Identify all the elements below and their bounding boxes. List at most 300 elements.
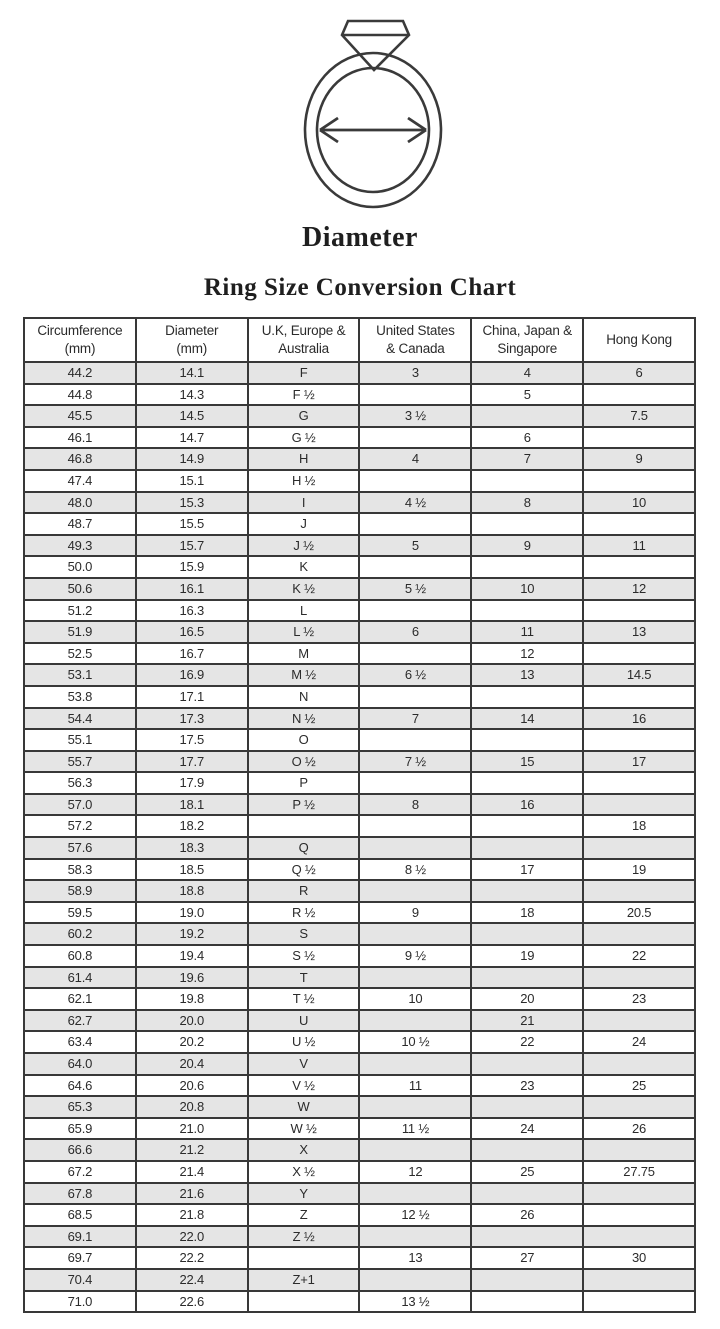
cell: 22 — [583, 945, 695, 967]
cell: 15.3 — [136, 492, 248, 514]
cell — [359, 384, 471, 406]
cell: 19.8 — [136, 988, 248, 1010]
cell: U ½ — [248, 1031, 360, 1053]
table-row — [24, 967, 695, 989]
cell: 7 — [471, 448, 583, 470]
cell: 15.1 — [136, 470, 248, 492]
cell — [583, 729, 695, 751]
table-row — [24, 1183, 695, 1205]
cell — [471, 772, 583, 794]
cell: 30 — [583, 1247, 695, 1269]
table-row — [24, 578, 695, 600]
cell: 19.0 — [136, 902, 248, 924]
cell: 9 — [583, 448, 695, 470]
table-row — [24, 1161, 695, 1183]
table-row — [24, 772, 695, 794]
cell — [583, 880, 695, 902]
table-row — [24, 1053, 695, 1075]
cell: 18.3 — [136, 837, 248, 859]
table-row — [24, 794, 695, 816]
table-header — [24, 318, 695, 362]
cell — [359, 556, 471, 578]
cell: 48.7 — [24, 513, 136, 535]
ring-with-diamond-and-diameter-arrow-icon — [288, 8, 458, 213]
cell: 45.5 — [24, 405, 136, 427]
cell: 20.5 — [583, 902, 695, 924]
ring-size-conversion-table — [23, 317, 696, 1313]
cell — [359, 1096, 471, 1118]
table-row — [24, 405, 695, 427]
cell: 13 — [471, 664, 583, 686]
cell: 57.2 — [24, 815, 136, 837]
cell: W ½ — [248, 1118, 360, 1140]
cell: 69.7 — [24, 1247, 136, 1269]
cell: 8 — [359, 794, 471, 816]
cell: 23 — [583, 988, 695, 1010]
table-row — [24, 751, 695, 773]
column-header: Diameter (mm) — [136, 318, 248, 362]
cell: 52.5 — [24, 643, 136, 665]
cell: 10 — [471, 578, 583, 600]
cell: 61.4 — [24, 967, 136, 989]
cell: 65.3 — [24, 1096, 136, 1118]
cell: 18 — [583, 815, 695, 837]
cell: 12 — [359, 1161, 471, 1183]
cell: 21.4 — [136, 1161, 248, 1183]
cell: 56.3 — [24, 772, 136, 794]
cell: 60.8 — [24, 945, 136, 967]
cell — [359, 729, 471, 751]
cell — [471, 967, 583, 989]
cell: Z ½ — [248, 1226, 360, 1248]
cell: K ½ — [248, 578, 360, 600]
cell: 53.1 — [24, 664, 136, 686]
cell: 18.5 — [136, 859, 248, 881]
cell — [583, 600, 695, 622]
cell: 19.6 — [136, 967, 248, 989]
cell: 24 — [471, 1118, 583, 1140]
cell: 62.7 — [24, 1010, 136, 1032]
cell: 14.5 — [583, 664, 695, 686]
table-row — [24, 664, 695, 686]
cell: 20.2 — [136, 1031, 248, 1053]
cell — [359, 1269, 471, 1291]
cell: 71.0 — [24, 1291, 136, 1313]
cell: 9 — [359, 902, 471, 924]
cell: 22.6 — [136, 1291, 248, 1313]
cell: S ½ — [248, 945, 360, 967]
cell — [359, 427, 471, 449]
table-row — [24, 621, 695, 643]
cell: 21.0 — [136, 1118, 248, 1140]
cell — [583, 513, 695, 535]
cell: 18.1 — [136, 794, 248, 816]
column-header: U.K, Europe & Australia — [248, 318, 360, 362]
cell: 13 ½ — [359, 1291, 471, 1313]
cell — [583, 556, 695, 578]
cell: 20.8 — [136, 1096, 248, 1118]
cell — [583, 1183, 695, 1205]
cell — [471, 923, 583, 945]
cell — [471, 1053, 583, 1075]
page-title: Ring Size Conversion Chart — [203, 274, 517, 301]
cell — [359, 686, 471, 708]
cell — [471, 815, 583, 837]
cell: 11 — [583, 535, 695, 557]
table-row — [24, 556, 695, 578]
cell: 10 — [359, 988, 471, 1010]
cell: Z+1 — [248, 1269, 360, 1291]
cell: 3 — [359, 362, 471, 384]
cell: 17.5 — [136, 729, 248, 751]
cell: 22.2 — [136, 1247, 248, 1269]
cell: M ½ — [248, 664, 360, 686]
table-body — [24, 362, 695, 1312]
figure-caption-diameter: Diameter — [302, 222, 418, 253]
cell — [583, 643, 695, 665]
cell: Q — [248, 837, 360, 859]
cell: 11 — [471, 621, 583, 643]
cell — [583, 1053, 695, 1075]
cell: 68.5 — [24, 1204, 136, 1226]
cell: 10 — [583, 492, 695, 514]
cell: P — [248, 772, 360, 794]
table-row — [24, 513, 695, 535]
cell: 7 — [359, 708, 471, 730]
table-row — [24, 427, 695, 449]
cell: 60.2 — [24, 923, 136, 945]
cell: 7 ½ — [359, 751, 471, 773]
cell: 21.6 — [136, 1183, 248, 1205]
cell: 14.1 — [136, 362, 248, 384]
cell: U — [248, 1010, 360, 1032]
cell: 25 — [583, 1075, 695, 1097]
cell: 62.1 — [24, 988, 136, 1010]
cell — [359, 1053, 471, 1075]
cell — [359, 1139, 471, 1161]
cell: 69.1 — [24, 1226, 136, 1248]
cell: 54.4 — [24, 708, 136, 730]
cell: 5 ½ — [359, 578, 471, 600]
cell: 17.3 — [136, 708, 248, 730]
cell — [583, 1204, 695, 1226]
table-row — [24, 902, 695, 924]
table-row — [24, 859, 695, 881]
cell: Y — [248, 1183, 360, 1205]
cell — [471, 837, 583, 859]
cell: 46.1 — [24, 427, 136, 449]
cell: 15.7 — [136, 535, 248, 557]
cell: 19 — [471, 945, 583, 967]
table-row — [24, 923, 695, 945]
cell: 11 — [359, 1075, 471, 1097]
cell: 21.8 — [136, 1204, 248, 1226]
cell: 12 ½ — [359, 1204, 471, 1226]
cell: N — [248, 686, 360, 708]
cell: 17.1 — [136, 686, 248, 708]
cell: O ½ — [248, 751, 360, 773]
cell: 55.7 — [24, 751, 136, 773]
cell: 16.5 — [136, 621, 248, 643]
cell: 15.9 — [136, 556, 248, 578]
cell: 51.9 — [24, 621, 136, 643]
cell — [359, 1010, 471, 1032]
table-row — [24, 815, 695, 837]
cell — [359, 513, 471, 535]
cell: 6 ½ — [359, 664, 471, 686]
table-row — [24, 1247, 695, 1269]
cell: 67.8 — [24, 1183, 136, 1205]
cell: 17 — [471, 859, 583, 881]
cell: 26 — [583, 1118, 695, 1140]
cell: 14.7 — [136, 427, 248, 449]
cell: 27.75 — [583, 1161, 695, 1183]
cell: 22 — [471, 1031, 583, 1053]
cell — [471, 470, 583, 492]
cell: 7.5 — [583, 405, 695, 427]
cell — [359, 470, 471, 492]
cell: O — [248, 729, 360, 751]
cell — [583, 794, 695, 816]
cell: 14.3 — [136, 384, 248, 406]
cell: 55.1 — [24, 729, 136, 751]
cell — [583, 427, 695, 449]
cell: 50.0 — [24, 556, 136, 578]
cell: 4 — [471, 362, 583, 384]
table-row — [24, 384, 695, 406]
table-row — [24, 448, 695, 470]
cell — [583, 1010, 695, 1032]
column-header: United States & Canada — [359, 318, 471, 362]
cell — [471, 1183, 583, 1205]
cell: M — [248, 643, 360, 665]
cell: 47.4 — [24, 470, 136, 492]
cell — [471, 1291, 583, 1313]
cell: 25 — [471, 1161, 583, 1183]
cell — [471, 600, 583, 622]
cell: 12 — [583, 578, 695, 600]
cell: 26 — [471, 1204, 583, 1226]
cell: Q ½ — [248, 859, 360, 881]
cell: L — [248, 600, 360, 622]
cell: 12 — [471, 643, 583, 665]
cell: 16.9 — [136, 664, 248, 686]
cell: F — [248, 362, 360, 384]
cell: X ½ — [248, 1161, 360, 1183]
cell: 3 ½ — [359, 405, 471, 427]
cell: 4 ½ — [359, 492, 471, 514]
cell: 50.6 — [24, 578, 136, 600]
cell: 17.9 — [136, 772, 248, 794]
table-row — [24, 492, 695, 514]
cell — [359, 837, 471, 859]
cell — [583, 1226, 695, 1248]
cell: 8 ½ — [359, 859, 471, 881]
cell — [471, 729, 583, 751]
table-row — [24, 729, 695, 751]
cell: 13 — [359, 1247, 471, 1269]
cell: V — [248, 1053, 360, 1075]
cell: 13 — [583, 621, 695, 643]
table-row — [24, 1096, 695, 1118]
cell: 14.5 — [136, 405, 248, 427]
cell: 16.3 — [136, 600, 248, 622]
cell: 18.2 — [136, 815, 248, 837]
cell — [248, 1247, 360, 1269]
cell: 9 — [471, 535, 583, 557]
cell: 20 — [471, 988, 583, 1010]
table-row — [24, 880, 695, 902]
cell: R ½ — [248, 902, 360, 924]
header-row — [24, 318, 695, 362]
cell: 16 — [583, 708, 695, 730]
cell — [471, 1096, 583, 1118]
cell: 10 ½ — [359, 1031, 471, 1053]
cell: 14.9 — [136, 448, 248, 470]
cell: W — [248, 1096, 360, 1118]
cell: T ½ — [248, 988, 360, 1010]
cell: 18 — [471, 902, 583, 924]
table-row — [24, 1010, 695, 1032]
cell: Z — [248, 1204, 360, 1226]
cell: 20.0 — [136, 1010, 248, 1032]
table-row — [24, 643, 695, 665]
cell: 64.6 — [24, 1075, 136, 1097]
cell: 58.9 — [24, 880, 136, 902]
cell — [359, 772, 471, 794]
cell — [471, 513, 583, 535]
cell — [583, 837, 695, 859]
column-header: China, Japan & Singapore — [471, 318, 583, 362]
table-row — [24, 945, 695, 967]
cell: 17.7 — [136, 751, 248, 773]
cell: 4 — [359, 448, 471, 470]
cell: 24 — [583, 1031, 695, 1053]
cell: 44.2 — [24, 362, 136, 384]
cell — [583, 1269, 695, 1291]
cell: 57.6 — [24, 837, 136, 859]
cell: G ½ — [248, 427, 360, 449]
cell — [359, 1226, 471, 1248]
table-row — [24, 470, 695, 492]
cell: 51.2 — [24, 600, 136, 622]
cell — [471, 1139, 583, 1161]
cell — [583, 1096, 695, 1118]
cell — [583, 384, 695, 406]
cell: R — [248, 880, 360, 902]
cell — [583, 967, 695, 989]
table-row — [24, 1204, 695, 1226]
cell — [359, 967, 471, 989]
cell — [248, 1291, 360, 1313]
cell: P ½ — [248, 794, 360, 816]
cell — [471, 1226, 583, 1248]
cell: 6 — [583, 362, 695, 384]
cell: J — [248, 513, 360, 535]
cell: 18.8 — [136, 880, 248, 902]
cell: 5 — [359, 535, 471, 557]
cell: 66.6 — [24, 1139, 136, 1161]
cell: 53.8 — [24, 686, 136, 708]
cell: 65.9 — [24, 1118, 136, 1140]
cell: 57.0 — [24, 794, 136, 816]
cell — [359, 643, 471, 665]
cell: F ½ — [248, 384, 360, 406]
cell — [583, 470, 695, 492]
cell: 70.4 — [24, 1269, 136, 1291]
table-row — [24, 686, 695, 708]
cell: 46.8 — [24, 448, 136, 470]
cell: 67.2 — [24, 1161, 136, 1183]
table-row — [24, 600, 695, 622]
table-row — [24, 1226, 695, 1248]
table-row — [24, 535, 695, 557]
cell: 17 — [583, 751, 695, 773]
cell: H ½ — [248, 470, 360, 492]
cell: 5 — [471, 384, 583, 406]
cell: 19.4 — [136, 945, 248, 967]
cell: 20.6 — [136, 1075, 248, 1097]
cell — [583, 1139, 695, 1161]
cell — [471, 405, 583, 427]
table-row — [24, 1139, 695, 1161]
cell: 21 — [471, 1010, 583, 1032]
cell: 59.5 — [24, 902, 136, 924]
cell — [583, 772, 695, 794]
cell — [471, 686, 583, 708]
column-header: Hong Kong — [583, 318, 695, 362]
cell: X — [248, 1139, 360, 1161]
cell: 21.2 — [136, 1139, 248, 1161]
cell — [471, 1269, 583, 1291]
cell — [471, 880, 583, 902]
table-row — [24, 362, 695, 384]
cell: 15 — [471, 751, 583, 773]
cell — [359, 923, 471, 945]
cell: 48.0 — [24, 492, 136, 514]
cell: 63.4 — [24, 1031, 136, 1053]
cell: 22.0 — [136, 1226, 248, 1248]
cell: 49.3 — [24, 535, 136, 557]
cell: 6 — [359, 621, 471, 643]
cell — [248, 815, 360, 837]
cell: N ½ — [248, 708, 360, 730]
cell: 44.8 — [24, 384, 136, 406]
table-row — [24, 988, 695, 1010]
cell: T — [248, 967, 360, 989]
cell: H — [248, 448, 360, 470]
cell — [583, 686, 695, 708]
table-row — [24, 1291, 695, 1313]
cell: I — [248, 492, 360, 514]
cell: 20.4 — [136, 1053, 248, 1075]
cell: 14 — [471, 708, 583, 730]
cell — [359, 1183, 471, 1205]
cell: 8 — [471, 492, 583, 514]
cell: G — [248, 405, 360, 427]
cell: 16.7 — [136, 643, 248, 665]
cell: 9 ½ — [359, 945, 471, 967]
cell: K — [248, 556, 360, 578]
table-row — [24, 1118, 695, 1140]
cell: 58.3 — [24, 859, 136, 881]
cell: S — [248, 923, 360, 945]
cell — [359, 815, 471, 837]
cell — [359, 880, 471, 902]
cell: 6 — [471, 427, 583, 449]
table-row — [24, 708, 695, 730]
table-row — [24, 1075, 695, 1097]
